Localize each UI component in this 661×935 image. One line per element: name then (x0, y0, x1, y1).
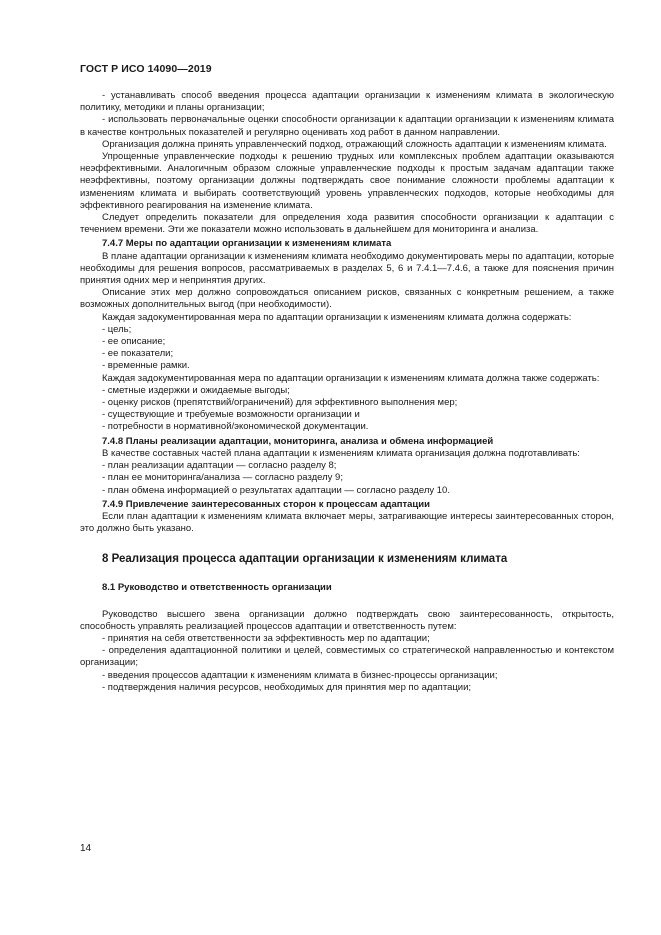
list-item: - подтверждения наличия ресурсов, необходимых для принятия мер по адаптации; (102, 681, 472, 693)
paragraph: В плане адаптации организации к изменениям климата необходимо документировать меры по адаптации, которые необходимы для решения вопросов, рассматриваемых в разделах 5, 6 и 7.4.1—7.4.6, а также для пояснения причин принятия одних мер и непринятия других. (80, 250, 614, 287)
paragraph: Каждая задокументированная мера по адаптации организации к изменениям климата должна также содержать: (102, 372, 600, 384)
list-item: - цель; (102, 323, 132, 335)
paragraph: Упрощенные управленческие подходы к решению трудных или комплексных проблем адаптации оказываются неэффективными. Аналогичным образом сложные управленческие подходы к простым задачам адаптации также неэффективны, поэтому организации должны подтверждать свое понимание сложности проблемы адаптации к изменениям климата и выбирать соответствующий уровень управленческих подходов, которые необходимы для эффективного реагирования на изменение климата. (80, 151, 614, 211)
list-item: - ее описание; (102, 336, 166, 348)
list-item: - план реализации адаптации — согласно разделу 8; (102, 460, 337, 472)
list-item: - сметные издержки и ожидаемые выгоды; (102, 384, 290, 396)
list-item: - оценку рисков (препятствий/ограничений) для эффективного выполнения мер; (102, 397, 458, 409)
list-item: - принятия на себя ответственности за эффективность мер по адаптации; (102, 632, 430, 644)
list-item: - существующие и требуемые возможности организации и (102, 409, 360, 421)
subsection-heading: 7.4.8 Планы реализации адаптации, мониторинга, анализа и обмена информацией (102, 435, 494, 447)
list-item: - план обмена информацией о результатах адаптации — согласно разделу 10. (102, 484, 450, 496)
paragraph: Если план адаптации к изменениям климата включает меры, затрагивающие интересы заинтересованных сторон, это должно быть указано. (80, 510, 614, 535)
subsection-heading: 7.4.9 Привлечение заинтересованных сторон к процессам адаптации (102, 498, 430, 510)
page-number: 14 (80, 843, 92, 854)
paragraph: Организация должна принять управленческий подход, отражающий сложность адаптации к изменениям климата. (102, 138, 607, 150)
list-item: - устанавливать способ введения процесса адаптации организации к изменениям климата в экологическую политику, методики и планы организации; (80, 90, 614, 114)
document-header: ГОСТ Р ИСО 14090—2019 (80, 63, 212, 75)
section-subheading: 8.1 Руководство и ответственность организации (102, 582, 332, 594)
list-item: - использовать первоначальные оценки способности организации к адаптации организации к изменениям климата в качестве контрольных показателей и регулярно оценивать ход работ в данном направлении. (80, 114, 614, 138)
section-heading: 8 Реализация процесса адаптации организации к изменениям климата (102, 553, 508, 566)
paragraph: Описание этих мер должно сопровождаться описанием рисков, связанных с конкретным решением, а также возможных дополнительных выгод (при необходимости). (80, 287, 614, 311)
subsection-heading: 7.4.7 Меры по адаптации организации к изменениям климата (102, 238, 392, 250)
list-item: - план ее мониторинга/анализа — согласно разделу 9; (102, 472, 343, 484)
list-item: - потребности в нормативной/экономической документации. (102, 421, 369, 433)
document-body (80, 90, 614, 694)
paragraph: Руководство высшего звена организации должно подтверждать свою заинтересованность, открытость, способность управлять реализацией процессов адаптации и ответственность путем: (80, 608, 614, 632)
list-item: - введения процессов адаптации к изменениям климата в бизнес-процессы организации; (102, 669, 498, 681)
list-item: - ее показатели; (102, 348, 174, 360)
paragraph: Каждая задокументированная мера по адаптации организации к изменениям климата должна содержать: (102, 311, 572, 323)
list-item: - определения адаптационной политики и целей, совместимых со стратегической направленностью и контекстом организации; (80, 645, 614, 669)
paragraph: Следует определить показатели для определения хода развития способности организации к адаптации с течением времени. Эти же показатели можно использовать в дальнейшем для мониторинга и анализа. (80, 212, 614, 236)
list-item: - временные рамки. (102, 360, 190, 372)
paragraph: В качестве составных частей плана адаптации к изменениям климата организация должна подготавливать: (102, 447, 580, 459)
